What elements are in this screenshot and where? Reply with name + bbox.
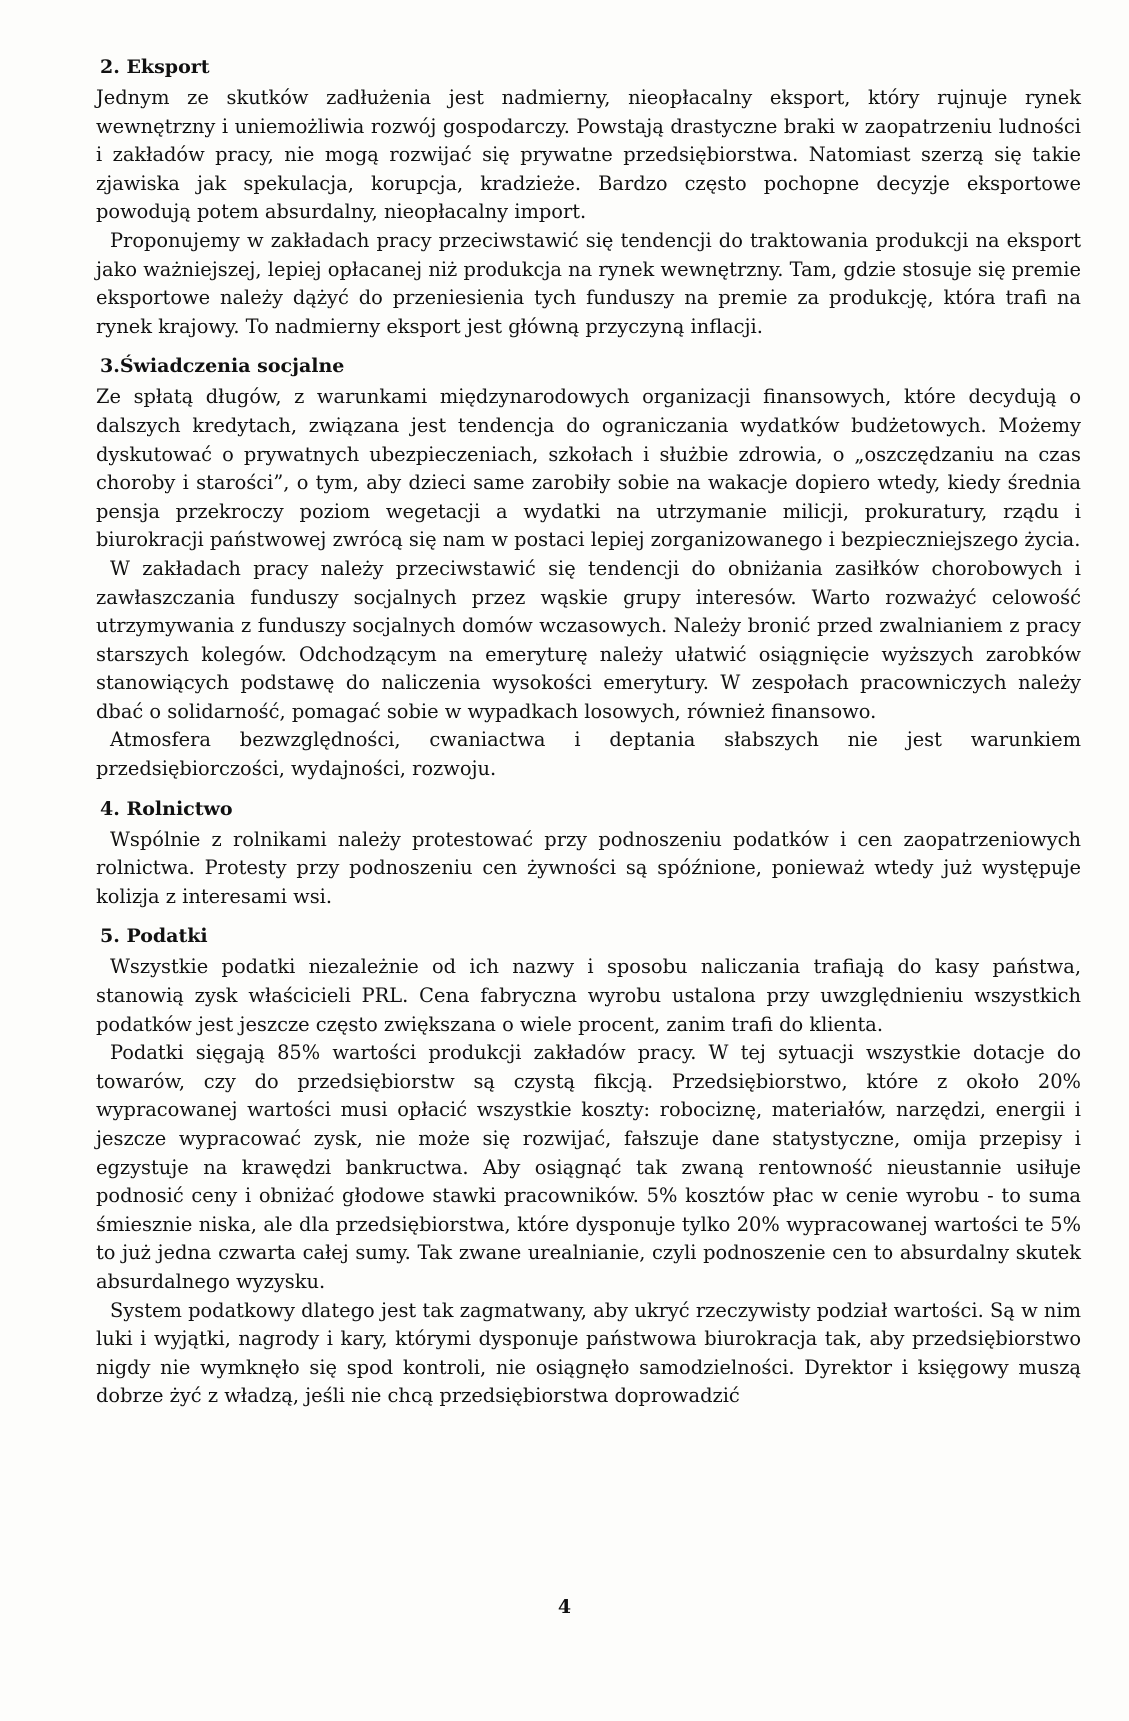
section-eksport xyxy=(96,52,1081,341)
section-heading: 2. Eksport xyxy=(100,56,210,78)
section-heading: 5. Podatki xyxy=(100,925,208,948)
paragraph: Wspólnie z rolnikami należy protestować przy podnoszeniu podatków i cen zaopatrzeniowych rolnictwa. Protesty przy podnoszeniu cen żywności są spóźnione, ponieważ wtedy już występuje kolizja z interesami wsi. xyxy=(96,827,1081,908)
paragraph: Jednym ze skutków zadłużenia jest nadmierny, nieopłacalny eksport, który rujnuje rynek wewnętrzny i uniemożliwia rozwój gospodarczy. Powstają drastyczne braki w zaopatrzeniu ludności i zakładów pracy, nie mogą rozwijać się prywatne przedsiębiorstwa. Natomiast szerzą się takie zjawiska jak spekulacja, korupcja, kradzieże. Bardzo często pochopne decyzje eksportowe powodują potem absurdalny, nieopłacalny import. xyxy=(96,86,1081,224)
section-heading: 3.Świadczenia socjalne xyxy=(100,355,345,378)
paragraph: Wszystkie podatki niezależnie od ich nazwy i sposobu naliczania trafiają do kasy państwa, stanowią zysk właścicieli PRL. Cena fabryczna wyrobu ustalona przy uwzględnieniu wszystkich podatków jest jeszcze często zwiększana o wiele procent, zanim trafi do klienta. xyxy=(96,955,1081,1036)
section-rolnictwo xyxy=(96,794,1081,912)
page-number: 4 xyxy=(557,1596,572,1618)
section-podatki xyxy=(96,921,1081,1411)
document-content xyxy=(96,52,1081,1411)
paragraph: Atmosfera bezwzględności, cwaniactwa i deptania słabszych nie jest warunkiem przedsiębiorczości, wydajności, rozwoju. xyxy=(96,728,1081,781)
paragraph: Podatki sięgają 85% wartości produkcji zakładów pracy. W tej sytuacji wszystkie dotacje do towarów, czy do przedsiębiorstw są czystą fikcją. Przedsiębiorstwo, które z około 20% wypracowanej wartości musi opłacić wszystkie koszty: robociznę, materiałów, narzędzi, energii i jeszcze wypracować zysk, nie może się rozwijać, fałszuje dane statystyczne, omija przepisy i egzystuje na krawędzi bankructwa. Aby osiągnąć tak zwaną rentowność nieustannie usiłuje podnosić ceny i obniżać głodowe stawki pracowników. 5% kosztów płac w cenie wyrobu - to suma śmiesznie niska, ale dla przedsiębiorstwa, które dysponuje tylko 20% wypracowanej wartości te 5% to już jedna czwarta całej sumy. Tak zwane urealnianie, czyli podnoszenie cen to absurdalny skutek absurdalnego wyzysku. xyxy=(96,1041,1081,1293)
paragraph: Proponujemy w zakładach pracy przeciwstawić się tendencji do traktowania produkcji na eksport jako ważniejszej, lepiej opłacanej niż produkcja na rynek wewnętrzny. Tam, gdzie stosuje się premie eksportowe należy dążyć do przeniesienia tych funduszy na premie za produkcję, która trafi na rynek krajowy. To nadmierny eksport jest główną przyczyną inflacji. xyxy=(96,228,1081,338)
section-swiadczenia xyxy=(96,351,1081,783)
section-heading: 4. Rolnictwo xyxy=(100,797,233,820)
paragraph: System podatkowy dlatego jest tak zagmatwany, aby ukryć rzeczywisty podział wartości. Są w nim luki i wyjątki, nagrody i kary, którymi dysponuje państwowa biurokracja tak, aby przedsiębiorstwo nigdy nie wymknęło się spod kontroli, nie osiągnęło samodzielności. Dyrektor i księgowy muszą dobrze żyć z władzą, jeśli nie chcą przedsiębiorstwa doprowadzić xyxy=(96,1298,1081,1408)
paragraph: Ze spłatą długów, z warunkami międzynarodowych organizacji finansowych, które decydują o dalszych kredytach, związana jest tendencja do ograniczania wydatków budżetowych. Możemy dyskutować o prywatnych ubezpieczeniach, szkołach i służbie zdrowia, o „oszczędzaniu na czas choroby i starości”, o tym, aby dzieci same zarobiły sobie na wakacje dopiero wtedy, kiedy średnia pensja przekroczy poziom wegetacji a wydatki na utrzymanie milicji, prokuratury, rządu i biurokracji państwowej zwrócą się nam w postaci lepiej zorganizowanego i bezpieczniejszego życia. xyxy=(96,385,1081,552)
paragraph: W zakładach pracy należy przeciwstawić się tendencji do obniżania zasiłków chorobowych i zawłaszczania funduszy socjalnych przez wąskie grupy interesów. Warto rozważyć celowość utrzymywania z funduszy socjalnych domów wczasowych. Należy bronić przed zwalnianiem z pracy starszych kolegów. Odchodzącym na emeryturę należy ułatwić osiągnięcie wyższych zarobków stanowiących podstawę do naliczenia wysokości emerytury. W zespołach pracowniczych należy dbać o solidarność, pomagać sobie w wypadkach losowych, również finansowo. xyxy=(96,556,1081,723)
